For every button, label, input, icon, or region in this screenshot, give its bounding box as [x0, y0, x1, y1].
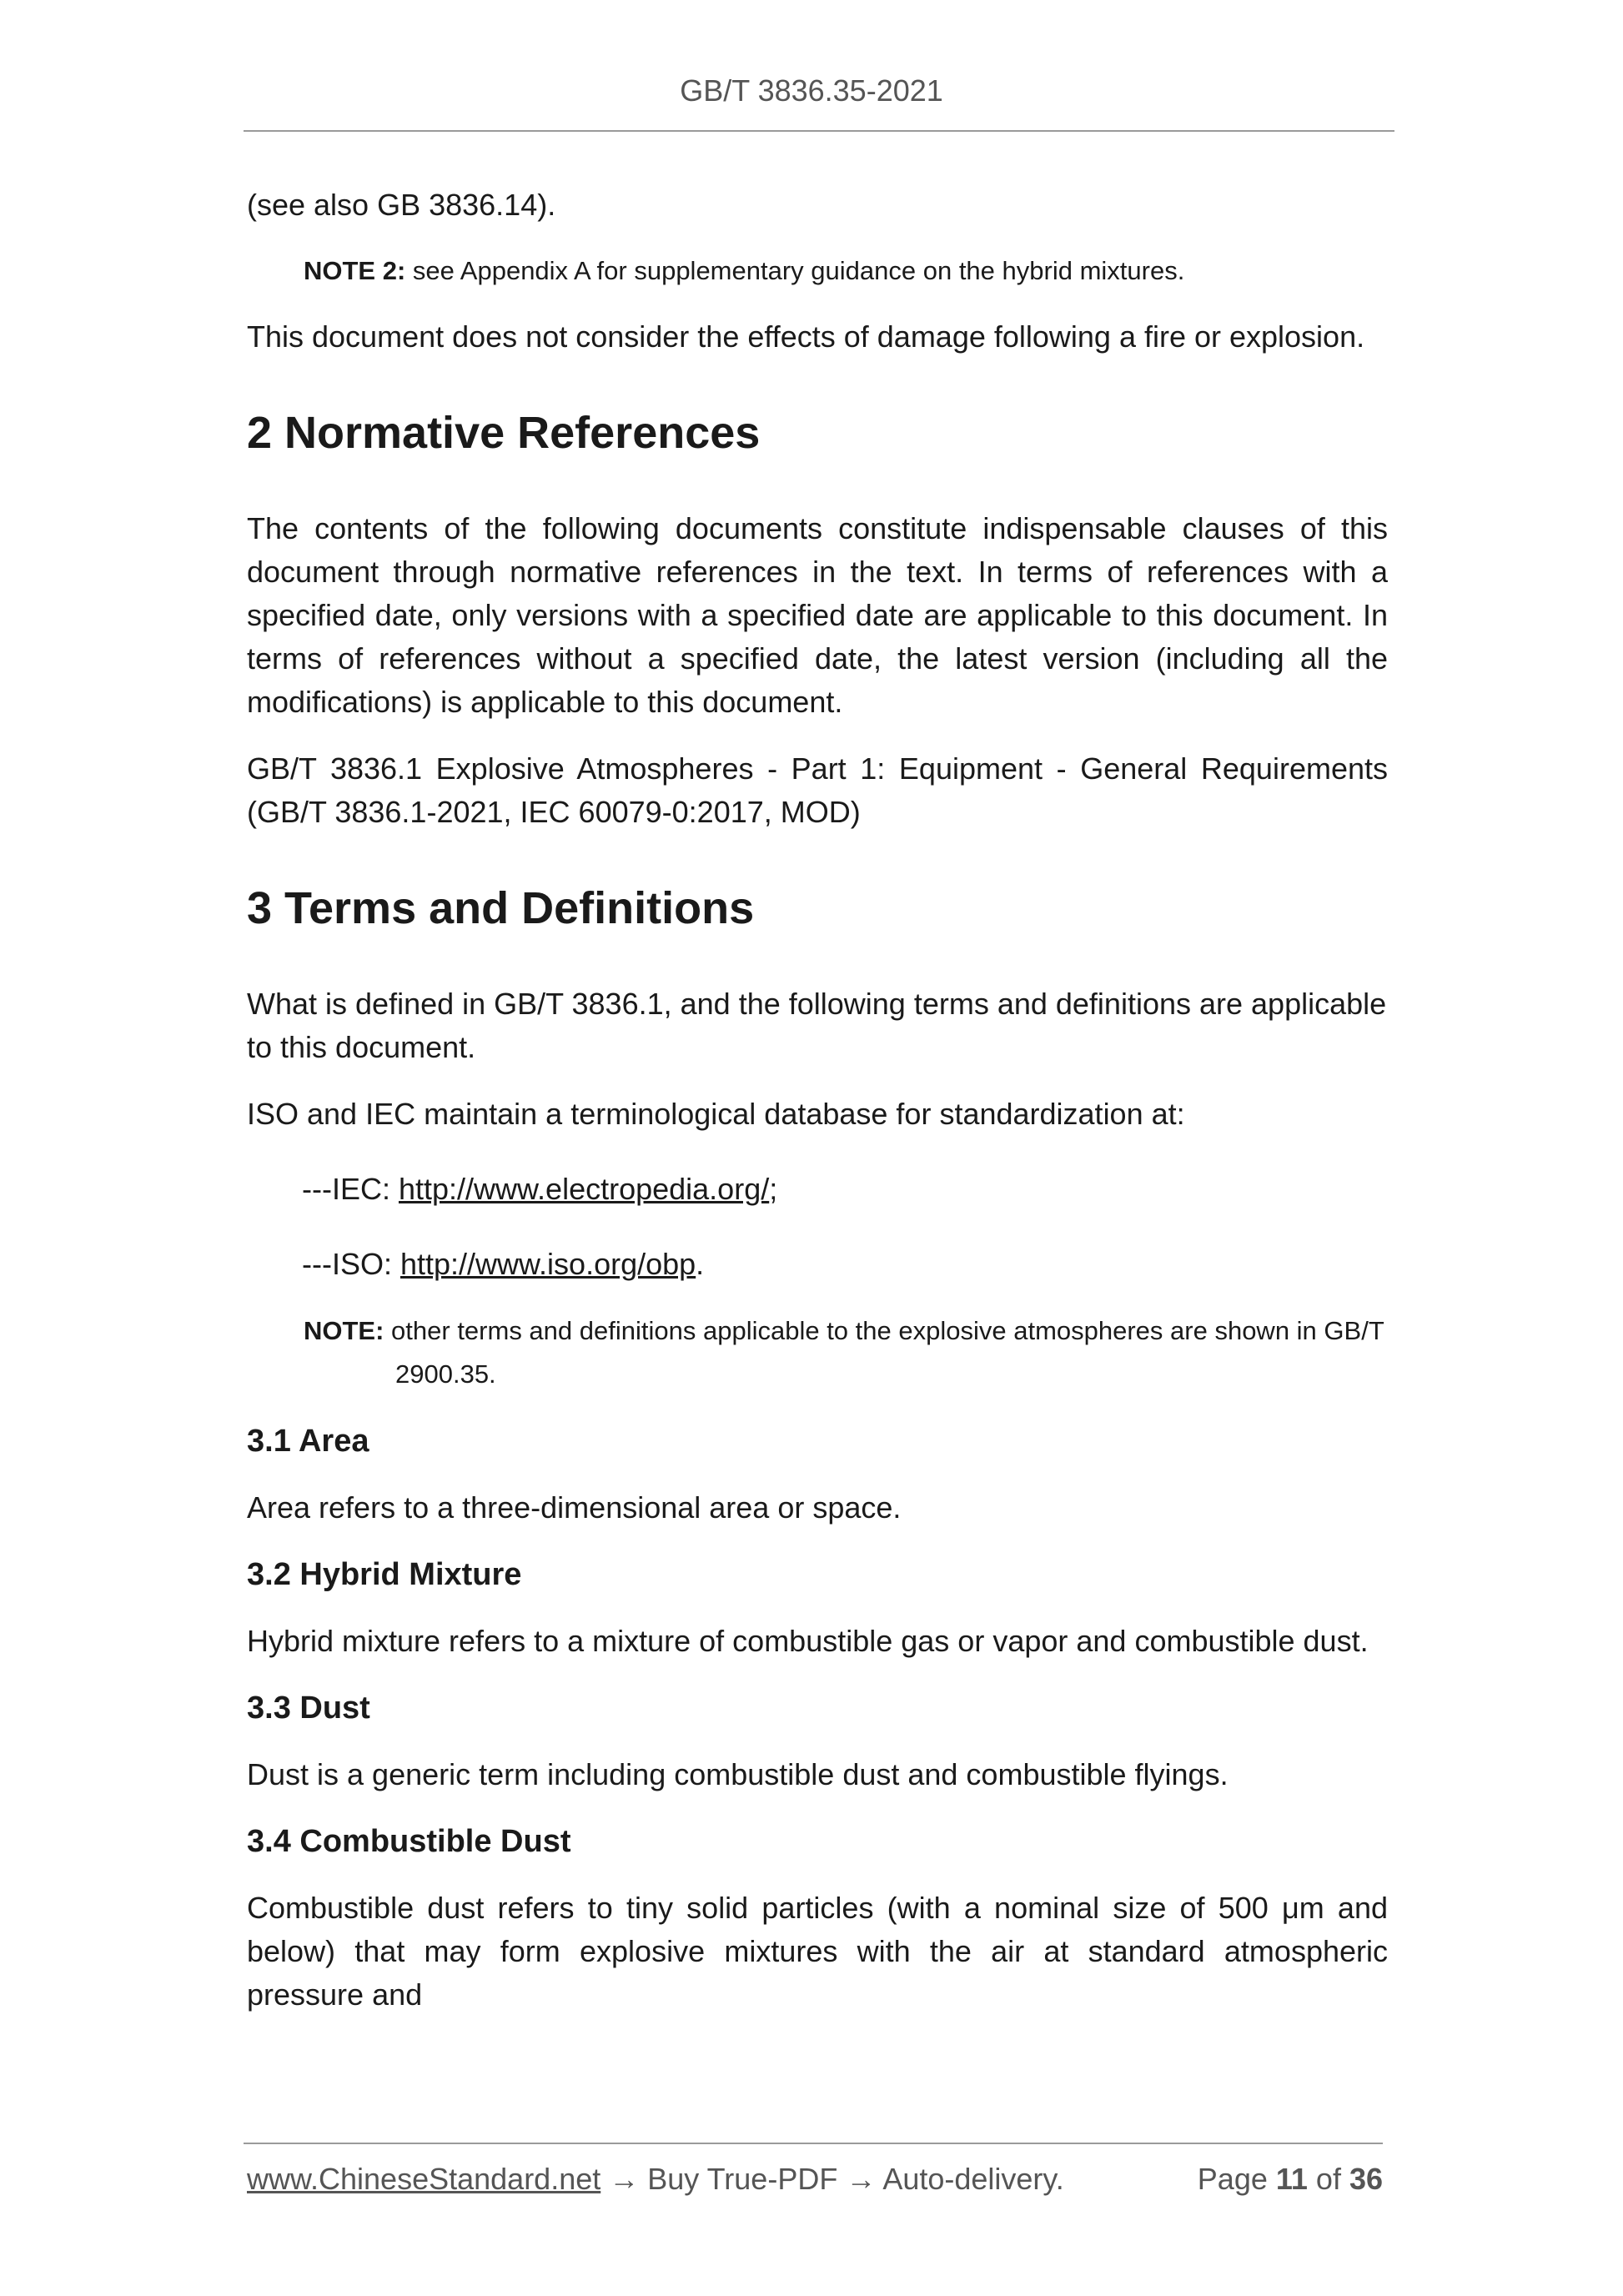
footer-promo-text: → Buy True-PDF → Auto-delivery.	[600, 2162, 1064, 2196]
damage-statement: This document does not consider the effects of damage following a fire or explosion.	[247, 319, 1365, 354]
note-2-text: see Appendix A for supplementary guidance on the hybrid mixtures.	[405, 256, 1185, 285]
note-2-label: NOTE 2:	[304, 256, 406, 285]
see-also-text: (see also GB 3836.14).	[247, 188, 556, 222]
iec-link[interactable]: http://www.electropedia.org/	[398, 1172, 770, 1206]
iec-prefix: ---IEC:	[302, 1172, 399, 1206]
iso-suffix: .	[696, 1247, 705, 1281]
normative-references-paragraph: The contents of the following documents constitute indispensable clauses of this document through normative references in the text. In terms of references with a specified date, only versions with a specified date are applicable to this document. In terms of references without a specified date, the latest version (including all the modifications) is applicable to this document.	[247, 511, 1388, 719]
iso-link-line	[247, 1243, 1388, 1286]
footer-site-link[interactable]: www.ChineseStandard.net	[247, 2162, 601, 2196]
iso-prefix: ---ISO:	[302, 1247, 400, 1281]
iso-link[interactable]: http://www.iso.org/obp	[399, 1247, 696, 1281]
note-2	[247, 250, 1388, 292]
section-3-2-heading: 3.2 Hybrid Mixture	[247, 1557, 522, 1592]
page-indicator	[1198, 2162, 1383, 2197]
section-3-2-definition: Hybrid mixture refers to a mixture of combustible gas or vapor and combustible dust.	[247, 1624, 1369, 1658]
terms-intro-paragraph: What is defined in GB/T 3836.1, and the following terms and definitions are applicable to this document.	[247, 987, 1387, 1064]
section-3-4-definition: Combustible dust refers to tiny solid particles (with a nominal size of 500 μm and below) that may form explosive mixtures with the air at standard atmospheric pressure and	[247, 1891, 1388, 2012]
terms-note-text: other terms and definitions applicable to the explosive atmospheres are shown in GB/T 2900.35.	[384, 1316, 1384, 1389]
page-header-doc-id: GB/T 3836.35-2021	[680, 73, 943, 108]
iec-link-line	[247, 1168, 1388, 1211]
section-2-heading: 2 Normative References	[247, 408, 761, 458]
section-3-heading: 3 Terms and Definitions	[247, 883, 755, 933]
page-footer	[247, 2162, 1383, 2197]
page-number: 11	[1275, 2162, 1308, 2196]
section-3-1-definition: Area refers to a three-dimensional area or space.	[247, 1490, 902, 1525]
footer-divider	[244, 2143, 1383, 2144]
section-3-3-heading: 3.3 Dust	[247, 1691, 370, 1726]
page-total: 36	[1349, 2162, 1383, 2196]
reference-gbt-3836-1: GB/T 3836.1 Explosive Atmospheres - Part 1: Equipment - General Requirements (GB/T 3836.1-2021, IEC 60079-0:2017, MOD)	[247, 751, 1388, 829]
iso-iec-database-text: ISO and IEC maintain a terminological database for standardization at:	[247, 1097, 1185, 1131]
header-divider	[244, 130, 1394, 132]
page-content	[247, 175, 1388, 2017]
of-label: of	[1307, 2162, 1349, 2196]
section-3-4-heading: 3.4 Combustible Dust	[247, 1824, 571, 1859]
footer-promo	[247, 2162, 1064, 2197]
iec-suffix: ;	[769, 1172, 778, 1206]
terms-note-label: NOTE:	[304, 1316, 384, 1345]
section-3-3-definition: Dust is a generic term including combustible dust and combustible flyings.	[247, 1757, 1229, 1791]
page-label: Page	[1197, 2162, 1276, 2196]
terms-note	[249, 1309, 1388, 1396]
section-3-1-heading: 3.1 Area	[247, 1424, 369, 1459]
